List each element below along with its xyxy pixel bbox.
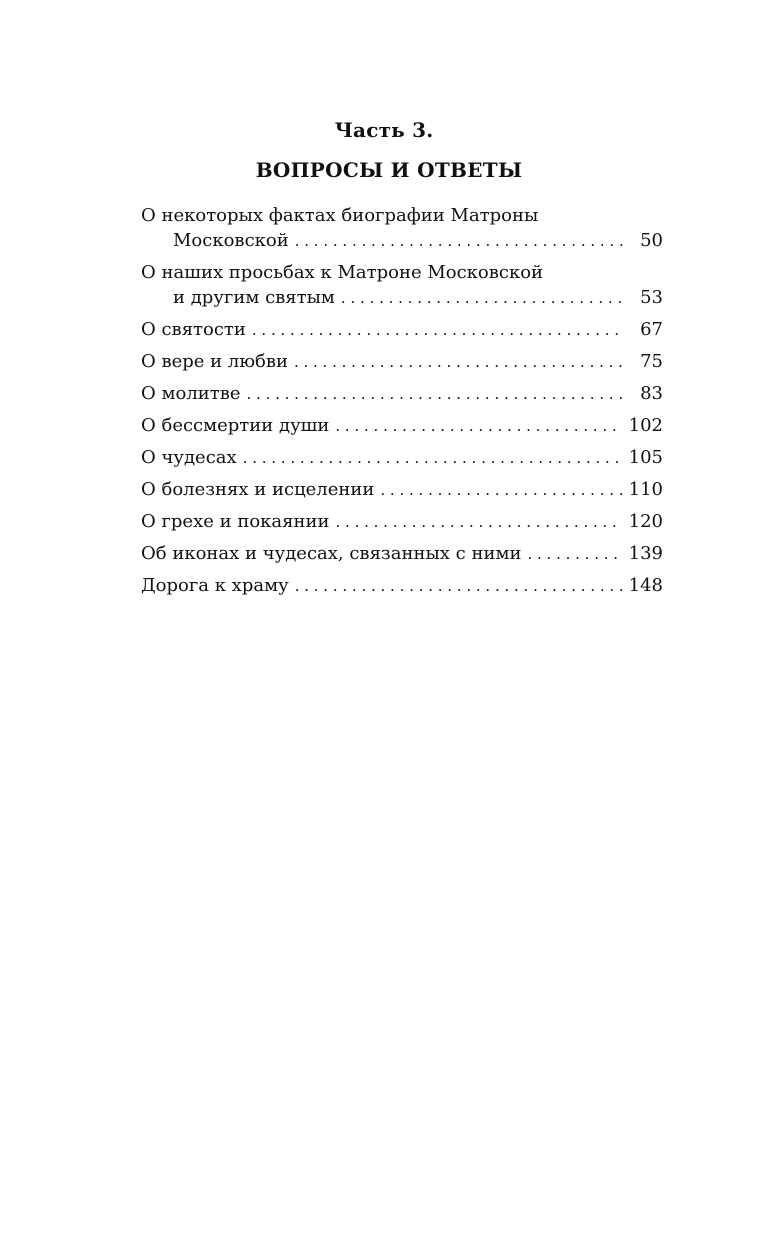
dot-leader [341,286,623,311]
toc-entry [141,413,663,439]
toc-entry-title: О болезнях и исцелении [141,479,375,500]
toc-page-number: 148 [628,575,663,596]
toc-entry [141,573,663,599]
toc-entry [141,381,663,407]
toc-entry [141,260,663,311]
dot-leader [252,318,623,343]
toc-page-number: 75 [640,351,663,372]
toc-entry-title: О молитве [141,383,241,404]
toc-entry [141,203,663,254]
toc-entry-title: О святости [141,319,246,340]
toc-page-number: 102 [628,415,663,436]
toc-entry [141,445,663,471]
toc-entry [141,317,663,343]
toc-entry [141,349,663,375]
dot-leader [295,574,623,599]
toc-entry-title-continued: и другим святым [173,287,335,308]
toc-entry [141,509,663,535]
part-title: Часть 3. [334,118,434,142]
dot-leader [527,542,622,567]
dot-leader [247,382,624,407]
dot-leader [336,510,623,535]
toc-page-number: 50 [640,230,663,251]
toc-entry-title: Об иконах и чудесах, связанных с ними [141,543,522,564]
toc-page-number: 67 [640,319,663,340]
toc-entry-title: О вере и любви [141,351,288,372]
toc-page-number: 110 [628,479,663,500]
toc-entry-title: О бессмертии души [141,415,330,436]
dot-leader [243,446,623,471]
toc-entry [141,541,663,567]
dot-leader [295,229,623,254]
toc-entry-title: О наших просьбах к Матроне Московской [141,262,544,283]
dot-leader [294,350,623,375]
toc-entry-title: О некоторых фактах биографии Матроны [141,205,539,226]
toc-page-number: 53 [640,287,663,308]
toc-entry-title: О грехе и покаянии [141,511,330,532]
toc-page-number: 105 [628,447,663,468]
dot-leader [335,414,622,439]
toc-entry-title-continued: Московской [173,230,289,251]
section-heading: ВОПРОСЫ И ОТВЕТЫ [255,158,523,182]
toc-entry [141,477,663,503]
toc-page-number: 139 [628,543,663,564]
table-of-contents [141,203,663,605]
toc-entry-title: Дорога к храму [141,575,289,596]
toc-page-number: 83 [640,383,663,404]
dot-leader [380,478,622,503]
toc-entry-title: О чудесах [141,447,237,468]
toc-page-number: 120 [628,511,663,532]
